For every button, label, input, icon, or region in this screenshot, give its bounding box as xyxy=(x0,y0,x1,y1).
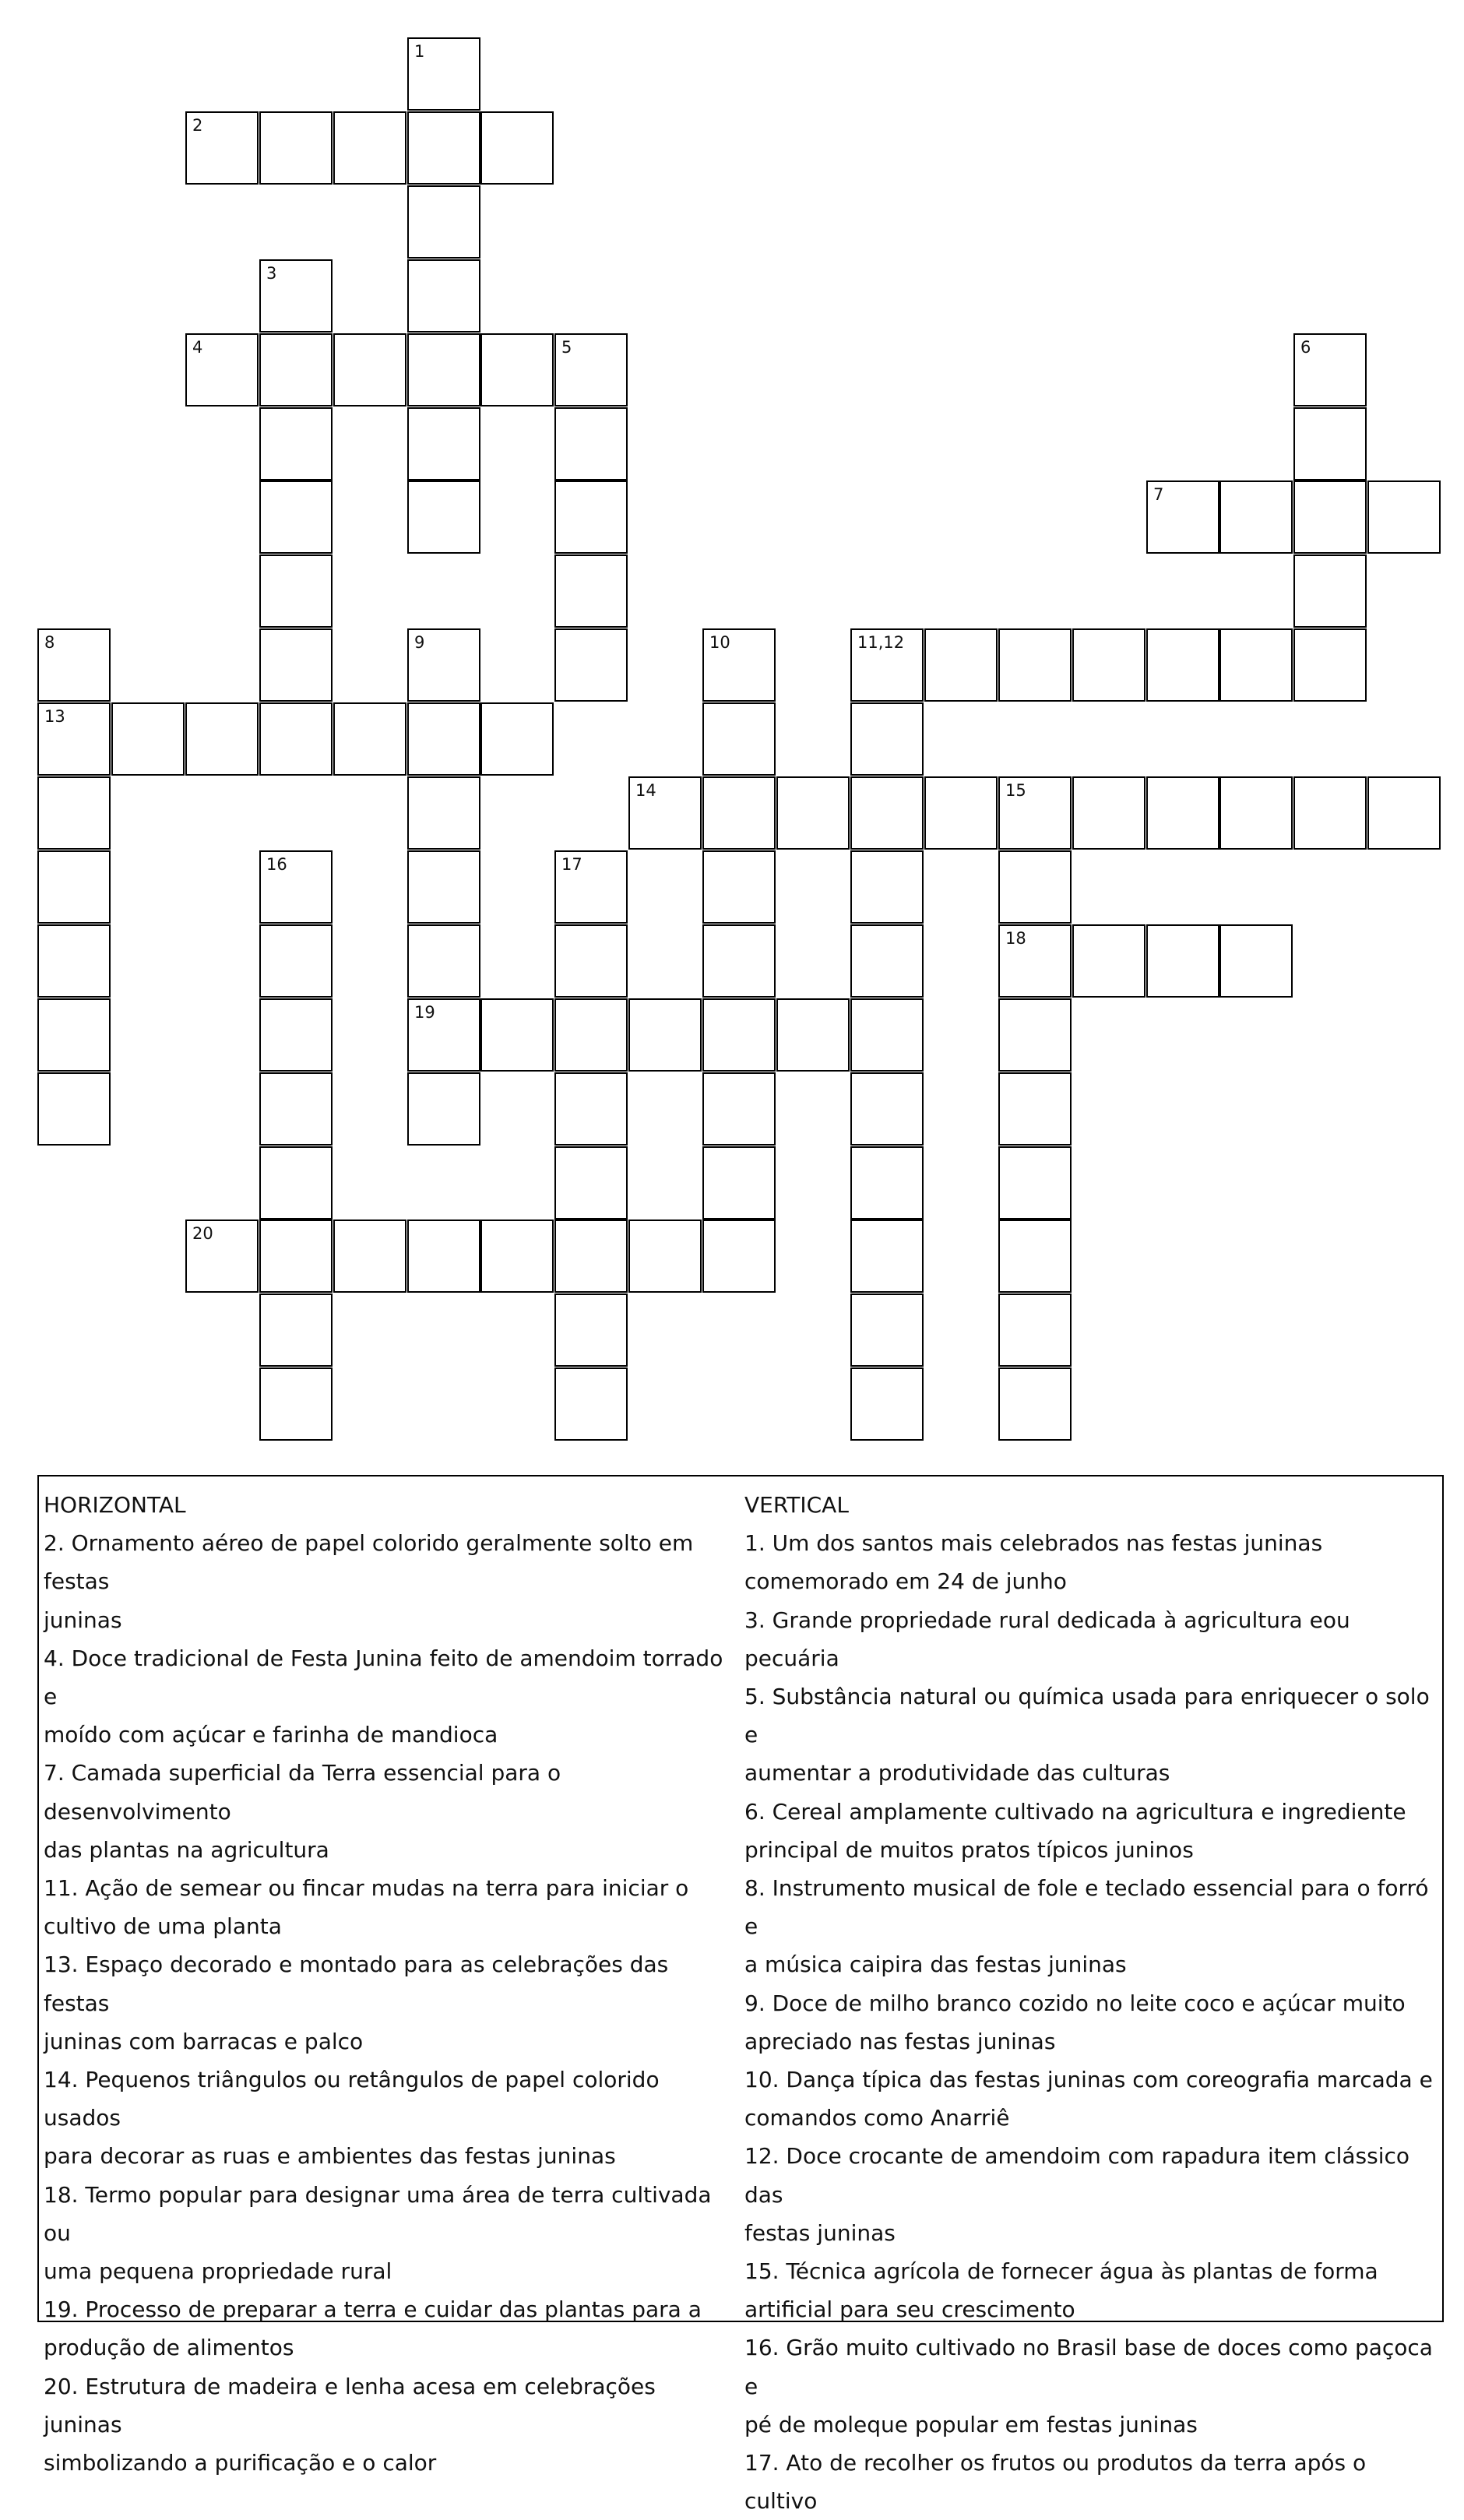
crossword-cell[interactable] xyxy=(924,776,998,850)
crossword-cell[interactable] xyxy=(702,850,776,924)
crossword-cell[interactable] xyxy=(407,628,480,702)
clue-line: das plantas na agricultura xyxy=(44,1836,329,1863)
clue-line: principal de muitos pratos típicos juninos xyxy=(744,1836,1194,1863)
crossword-cell[interactable] xyxy=(407,924,480,998)
clue-number: 1 xyxy=(414,42,425,61)
crossword-cell[interactable] xyxy=(259,111,333,185)
crossword-cell[interactable] xyxy=(554,407,628,480)
crossword-cell[interactable] xyxy=(37,702,111,776)
clue-line: 11. Ação de semear ou fincar mudas na terra para iniciar o xyxy=(44,1875,689,1902)
crossword-cell[interactable] xyxy=(259,1146,333,1220)
crossword-cell[interactable] xyxy=(259,628,333,702)
crossword-cell[interactable] xyxy=(554,1146,628,1220)
clue-number: 9 xyxy=(414,633,425,652)
crossword-cell[interactable] xyxy=(407,1220,480,1293)
clue-line: comemorado em 24 de junho xyxy=(744,1568,1067,1595)
clue-line: festas juninas xyxy=(744,2219,896,2246)
crossword-cell[interactable] xyxy=(776,776,850,850)
clue-line: apreciado nas festas juninas xyxy=(744,2028,1056,2054)
crossword-cell[interactable] xyxy=(850,1367,924,1441)
crossword-cell[interactable] xyxy=(998,776,1072,850)
clue-line: 9. Doce de milho branco cozido no leite coco e açúcar muito xyxy=(744,1990,1406,2016)
clue-line: juninas xyxy=(44,1607,122,1633)
crossword-cell[interactable] xyxy=(480,111,554,185)
crossword-cell[interactable] xyxy=(1219,628,1293,702)
clue-number: 16 xyxy=(266,855,287,874)
crossword-cell[interactable] xyxy=(1293,480,1367,554)
clue-number: 17 xyxy=(561,855,582,874)
crossword-cell[interactable] xyxy=(850,924,924,998)
crossword-cell[interactable] xyxy=(407,776,480,850)
crossword-cell[interactable] xyxy=(702,1220,776,1293)
crossword-cell[interactable] xyxy=(407,1072,480,1146)
clue-line: 19. Processo de preparar a terra e cuidar das plantas para a xyxy=(44,2297,702,2323)
crossword-cell[interactable] xyxy=(333,111,406,185)
crossword-cell[interactable] xyxy=(554,1367,628,1441)
clue-number: 13 xyxy=(44,707,65,726)
clue-panel xyxy=(37,1475,1444,2515)
crossword-cell[interactable] xyxy=(998,924,1072,998)
crossword-cell[interactable] xyxy=(259,480,333,554)
clue-number: 14 xyxy=(635,781,656,800)
crossword-cell[interactable] xyxy=(259,702,333,776)
crossword-cell[interactable] xyxy=(1072,776,1146,850)
vertical-clues xyxy=(744,1486,1438,2520)
clue-line: 13. Espaço decorado e montado para as celebrações das festas xyxy=(44,1952,669,2016)
clue-line: 14. Pequenos triângulos ou retângulos de papel colorido usados xyxy=(44,2067,660,2131)
crossword-cell[interactable] xyxy=(776,998,850,1072)
clue-line: 17. Ato de recolher os frutos ou produtos da terra após o cultivo xyxy=(744,2450,1367,2515)
crossword-cell[interactable] xyxy=(333,1220,406,1293)
crossword-cell[interactable] xyxy=(998,1146,1072,1220)
crossword-cell[interactable] xyxy=(998,628,1072,702)
clue-line: 18. Termo popular para designar uma área de terra cultivada ou xyxy=(44,2181,712,2246)
clue-line: 1. Um dos santos mais celebrados nas festas juninas xyxy=(744,1530,1323,1557)
clue-number: 18 xyxy=(1005,929,1026,948)
crossword-cell[interactable] xyxy=(554,628,628,702)
crossword-cell[interactable] xyxy=(37,776,111,850)
crossword-cell[interactable] xyxy=(554,924,628,998)
crossword-cell[interactable] xyxy=(850,1293,924,1367)
crossword-cell[interactable] xyxy=(924,628,998,702)
crossword-cell[interactable] xyxy=(702,924,776,998)
crossword-cell[interactable] xyxy=(259,998,333,1072)
clue-line: uma pequena propriedade rural xyxy=(44,2258,392,2285)
clue-line: 6. Cereal amplamente cultivado na agricultura e ingrediente xyxy=(744,1798,1406,1825)
clue-number: 11,12 xyxy=(857,633,905,652)
clue-number: 6 xyxy=(1300,338,1311,357)
horizontal-clues xyxy=(44,1486,729,2482)
crossword-cell[interactable] xyxy=(628,776,702,850)
crossword-cell[interactable] xyxy=(259,924,333,998)
crossword-cell[interactable] xyxy=(37,1072,111,1146)
clue-line: moído com açúcar e farinha de mandioca xyxy=(44,1722,498,1748)
crossword-cell[interactable] xyxy=(850,702,924,776)
crossword-cell[interactable] xyxy=(998,998,1072,1072)
crossword-cell[interactable] xyxy=(1367,776,1441,850)
crossword-cell[interactable] xyxy=(850,1072,924,1146)
clue-number: 10 xyxy=(709,633,730,652)
crossword-cell[interactable] xyxy=(1146,924,1219,998)
crossword-cell[interactable] xyxy=(185,702,259,776)
clue-line: 10. Dança típica das festas juninas com coreografia marcada e xyxy=(744,2067,1433,2093)
crossword-cell[interactable] xyxy=(554,998,628,1072)
crossword-cell[interactable] xyxy=(850,998,924,1072)
crossword-cell[interactable] xyxy=(1367,480,1441,554)
crossword-cell[interactable] xyxy=(480,998,554,1072)
crossword-cell[interactable] xyxy=(1293,776,1367,850)
clue-number: 20 xyxy=(192,1224,213,1243)
crossword-cell[interactable] xyxy=(185,111,259,185)
clue-number: 4 xyxy=(192,338,203,357)
crossword-cell[interactable] xyxy=(37,924,111,998)
vertical-heading: VERTICAL xyxy=(744,1492,849,1518)
crossword-cell[interactable] xyxy=(407,480,480,554)
crossword-cell[interactable] xyxy=(850,776,924,850)
crossword-cell[interactable] xyxy=(407,333,480,407)
clue-number: 8 xyxy=(44,633,55,652)
crossword-cell[interactable] xyxy=(628,1220,702,1293)
crossword-cell[interactable] xyxy=(1293,554,1367,628)
crossword-cell[interactable] xyxy=(480,702,554,776)
crossword-cell[interactable] xyxy=(554,554,628,628)
crossword-cell[interactable] xyxy=(1146,776,1219,850)
clue-line: 16. Grão muito cultivado no Brasil base de doces como paçoca e xyxy=(744,2335,1433,2399)
crossword-cell[interactable] xyxy=(259,333,333,407)
clue-line: juninas com barracas e palco xyxy=(44,2028,364,2054)
clue-line: 12. Doce crocante de amendoim com rapadura item clássico das xyxy=(744,2143,1409,2208)
crossword-cell[interactable] xyxy=(480,333,554,407)
crossword-cell[interactable] xyxy=(333,333,406,407)
clue-line: cultivo de uma planta xyxy=(44,1913,282,1940)
clue-number: 15 xyxy=(1005,781,1026,800)
clue-line: a música caipira das festas juninas xyxy=(744,1952,1127,1978)
crossword-cell[interactable] xyxy=(554,480,628,554)
crossword-cell[interactable] xyxy=(1219,924,1293,998)
crossword-cell[interactable] xyxy=(998,1220,1072,1293)
crossword-cell[interactable] xyxy=(1293,628,1367,702)
crossword-cell[interactable] xyxy=(554,1072,628,1146)
clue-line: comandos como Anarriê xyxy=(744,2105,1010,2131)
clue-line: para decorar as ruas e ambientes das festas juninas xyxy=(44,2143,616,2170)
clue-line: artificial para seu crescimento xyxy=(744,2297,1075,2323)
crossword-cell[interactable] xyxy=(702,998,776,1072)
crossword-cell[interactable] xyxy=(1146,628,1219,702)
clue-line: 3. Grande propriedade rural dedicada à agricultura eou pecuária xyxy=(744,1607,1350,1671)
crossword-cell[interactable] xyxy=(259,407,333,480)
crossword-cell[interactable] xyxy=(259,850,333,924)
crossword-cell[interactable] xyxy=(407,407,480,480)
crossword-cell[interactable] xyxy=(407,850,480,924)
crossword-cell[interactable] xyxy=(554,1220,628,1293)
crossword-cell[interactable] xyxy=(554,1293,628,1367)
crossword-cell[interactable] xyxy=(998,1367,1072,1441)
crossword-cell[interactable] xyxy=(1146,480,1219,554)
clue-line: 20. Estrutura de madeira e lenha acesa em celebrações juninas xyxy=(44,2373,656,2437)
crossword-cell[interactable] xyxy=(185,1220,259,1293)
crossword-cell[interactable] xyxy=(998,850,1072,924)
clue-number: 7 xyxy=(1153,485,1164,504)
clue-line: pé de moleque popular em festas juninas xyxy=(744,2411,1198,2437)
crossword-cell[interactable] xyxy=(998,1072,1072,1146)
crossword-cell[interactable] xyxy=(1293,333,1367,407)
crossword-cell[interactable] xyxy=(702,1146,776,1220)
clue-line: 2. Ornamento aéreo de papel colorido geralmente solto em festas xyxy=(44,1530,694,1595)
clue-line: simbolizando a purificação e o calor xyxy=(44,2450,437,2476)
crossword-cell[interactable] xyxy=(702,776,776,850)
crossword-cell[interactable] xyxy=(702,1072,776,1146)
crossword-cell[interactable] xyxy=(850,1220,924,1293)
crossword-cell[interactable] xyxy=(702,628,776,702)
crossword-cell[interactable] xyxy=(259,1367,333,1441)
crossword-cell[interactable] xyxy=(407,37,480,111)
crossword-cell[interactable] xyxy=(554,333,628,407)
clue-number: 19 xyxy=(414,1003,435,1022)
clue-line: 8. Instrumento musical de fole e teclado essencial para o forró e xyxy=(744,1875,1429,1940)
crossword-cell[interactable] xyxy=(259,554,333,628)
crossword-cell[interactable] xyxy=(1072,628,1146,702)
clue-line: 7. Camada superficial da Terra essencial para o desenvolvimento xyxy=(44,1760,561,1825)
crossword-cell[interactable] xyxy=(1219,776,1293,850)
crossword-cell[interactable] xyxy=(702,702,776,776)
crossword-cell[interactable] xyxy=(259,1072,333,1146)
crossword-cell[interactable] xyxy=(628,998,702,1072)
crossword-cell[interactable] xyxy=(259,1293,333,1367)
crossword-cell[interactable] xyxy=(850,1146,924,1220)
clue-line: produção de alimentos xyxy=(44,2335,294,2361)
clue-number: 5 xyxy=(561,338,572,357)
crossword-cell[interactable] xyxy=(407,185,480,259)
crossword-cell[interactable] xyxy=(480,1220,554,1293)
crossword-cell[interactable] xyxy=(407,702,480,776)
clue-line: 5. Substância natural ou química usada para enriquecer o solo e xyxy=(744,1684,1430,1748)
clue-number: 2 xyxy=(192,116,203,135)
crossword-cell[interactable] xyxy=(259,1220,333,1293)
crossword-cell[interactable] xyxy=(37,998,111,1072)
horizontal-heading: HORIZONTAL xyxy=(44,1492,186,1518)
clue-line: 4. Doce tradicional de Festa Junina feito de amendoim torrado e xyxy=(44,1645,723,1710)
crossword-cell[interactable] xyxy=(37,850,111,924)
crossword-cell[interactable] xyxy=(1293,407,1367,480)
crossword-cell[interactable] xyxy=(998,1293,1072,1367)
crossword-cell[interactable] xyxy=(850,628,924,702)
crossword-cell[interactable] xyxy=(259,259,333,333)
crossword-cell[interactable] xyxy=(111,702,185,776)
clue-number: 3 xyxy=(266,264,277,283)
crossword-cell[interactable] xyxy=(333,702,406,776)
crossword-cell[interactable] xyxy=(1072,924,1146,998)
crossword-cell[interactable] xyxy=(407,259,480,333)
crossword-cell[interactable] xyxy=(554,850,628,924)
clue-line: 15. Técnica agrícola de fornecer água às plantas de forma xyxy=(744,2258,1378,2285)
clue-line: aumentar a produtividade das culturas xyxy=(744,1760,1170,1786)
crossword-cell[interactable] xyxy=(1219,480,1293,554)
crossword-cell[interactable] xyxy=(407,111,480,185)
crossword-cell[interactable] xyxy=(407,998,480,1072)
crossword-cell[interactable] xyxy=(850,850,924,924)
crossword-cell[interactable] xyxy=(37,628,111,702)
crossword-cell[interactable] xyxy=(185,333,259,407)
